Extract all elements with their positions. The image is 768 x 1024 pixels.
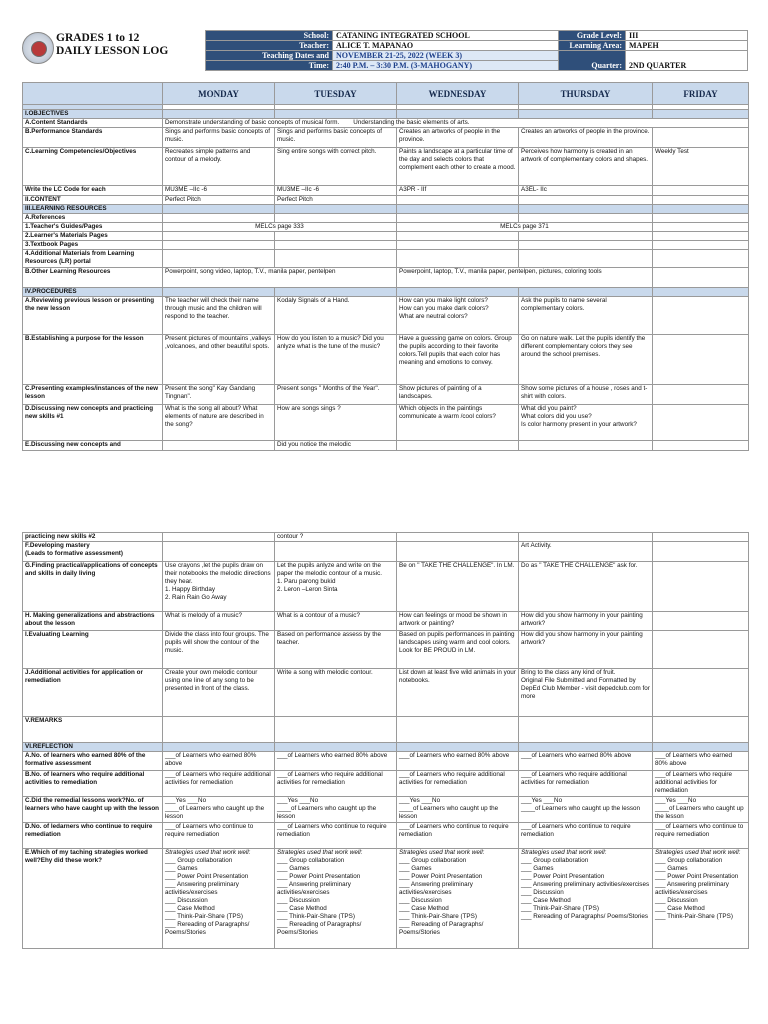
reflection-heading: VI.REFLECTION bbox=[23, 743, 163, 752]
time-value: 2:40 P.M. – 3:30 P.M. (3-MAHOGANY) bbox=[333, 61, 559, 71]
additional-tuesday: Write a song with melodic contour. bbox=[275, 669, 397, 717]
day-tuesday: TUESDAY bbox=[275, 83, 397, 105]
reflection-e-label: E.Which of my taching strategies worked well?Ehy did these work? bbox=[23, 849, 163, 949]
content-label: II.CONTENT bbox=[23, 196, 163, 205]
evaluating-thursday: How did you show harmony in your painting artwork? bbox=[519, 631, 653, 669]
discussing-2-tuesday-cont: contour ? bbox=[275, 533, 397, 542]
discussing-1-tuesday: How are songs sings ? bbox=[275, 405, 397, 441]
school-label: School: bbox=[206, 31, 333, 41]
other-wed-thu: Powerpoint, laptop, T.V., manila paper, pentelpen, pictures, coloring tools bbox=[397, 268, 653, 288]
reflection-d-label: D.No. of ledarners who continue to require remediation bbox=[23, 823, 163, 849]
reflection-e-tuesday bbox=[275, 849, 397, 949]
reflection-c-thursday: ___Yes ___No ____of Learners who caught up the lesson bbox=[519, 797, 653, 823]
reflection-c-friday: ___Yes ___No ____of Learners who caught up the lesson bbox=[653, 797, 749, 823]
reflection-d-tuesday: ___of Learners who continue to require remediation bbox=[275, 823, 397, 849]
teacher-label: Teacher: bbox=[206, 41, 333, 51]
reflection-c-monday: ___Yes ___No ____of Learners who caught up the lesson bbox=[163, 797, 275, 823]
reflection-d-wednesday: ___of Learners who continue to require remediation bbox=[397, 823, 519, 849]
other-mon-tue: Powerpoint, song video, laptop, T.V., manila paper, pentelpen bbox=[163, 268, 397, 288]
comp-friday: Weekly Test bbox=[653, 148, 749, 186]
review-tuesday: Kodaly Signals of a Hand. bbox=[275, 297, 397, 335]
day-friday: FRIDAY bbox=[653, 83, 749, 105]
lesson-log-page-1 bbox=[22, 82, 748, 451]
presenting-tuesday: Present songs " Months of the Year". bbox=[275, 385, 397, 405]
quarter-label: Quarter: bbox=[559, 51, 626, 71]
strategies-heading: Strategies used that work well: bbox=[165, 849, 251, 856]
review-wednesday: How can you make light colors? How can you make dark colors? What are neutral colors? bbox=[397, 297, 519, 335]
review-label: A.Reviewing previous lesson or presenting the new lesson bbox=[23, 297, 163, 335]
reflection-a-thursday: ___of Learners who earned 80% above bbox=[519, 752, 653, 771]
discussing-1-label: D.Discussing new concepts and practicing new skills #1 bbox=[23, 405, 163, 441]
purpose-label: B.Establishing a purpose for the lesson bbox=[23, 335, 163, 385]
teacher-value: ALICE T. MAPANAO bbox=[333, 41, 559, 51]
reflection-c-wednesday: ___Yes ___No ____of Learners who caught up the lesson bbox=[397, 797, 519, 823]
purpose-thursday: Go on nature walk. Let the pupils identify the different complementary colors they see around the school premises. bbox=[519, 335, 653, 385]
dates-value: NOVEMBER 21-25, 2022 (WEEK 3) bbox=[333, 51, 559, 61]
document-title: GRADES 1 to 12 DAILY LESSON LOG bbox=[56, 32, 169, 57]
content-standards-label: A.Content Standards bbox=[23, 119, 163, 128]
lc-monday: MU3ME –IIc -6 bbox=[163, 186, 275, 196]
purpose-monday: Present pictures of mountains ,valleys ,volcanoes, and other beautiful spots. bbox=[163, 335, 275, 385]
strategies-list: ___ Group collaboration ___ Games ___ Power Point Presentation ___ Answering preliminary activities/exercises ___ Discussion ___ Case Method ___ Think-Pair-Share (TPS) ___ Rereading of Paragraphs/ Poems/Stories bbox=[521, 857, 650, 920]
discussing-2-tuesday: Did you notice the melodic bbox=[275, 441, 397, 451]
strategies-list: ___ Group collaboration ___ Games ___ Power Point Presentation ___ Answering preliminary activities/exercises ___ Discussion ___ Case Method ___ Think-Pair-Share (TPS) ___ Rereading of Paragraphs/ Poems/Stories bbox=[277, 857, 362, 936]
textbook-pages-label: 3.Textbook Pages bbox=[23, 241, 163, 250]
evaluating-tuesday: Based on performance assess by the teacher. bbox=[275, 631, 397, 669]
generalization-wednesday: How can feelings or mood be shown in artwork or painting? bbox=[397, 612, 519, 631]
reflection-b-wednesday: ___of Learners who require additional activities for remediation bbox=[397, 771, 519, 797]
evaluating-wednesday: Based on pupils performances in painting landscapes using warm and cool colors. Look for BE PROUD in LM. bbox=[397, 631, 519, 669]
reflection-a-tuesday: ___of Learners who earned 80% above bbox=[275, 752, 397, 771]
perf-tuesday: Sings and performs basic concepts of music. bbox=[275, 128, 397, 148]
reflection-c-label: C.Did the remedial lessons work?No. of learners who have caught up with the lesson bbox=[23, 797, 163, 823]
dates-label: Teaching Dates and bbox=[206, 51, 333, 61]
remarks-label: V.REMARKS bbox=[23, 717, 163, 743]
generalization-monday: What is melody of a music? bbox=[163, 612, 275, 631]
strategies-heading: Strategies used that work well: bbox=[655, 849, 741, 856]
finding-tuesday: Let the pupils anlyze and write on the paper the melodic contour of a music. 1. Paru parong bukid 2. Leron –Leron Sinta bbox=[275, 562, 397, 612]
finding-monday: Use crayons ,let the pupils draw on their notebooks the melodic directions they hear. 1. Happy Birthday 2. Rain Rain Go Away bbox=[163, 562, 275, 612]
review-monday: The teacher will check their name through music and the children will respond to the teacher. bbox=[163, 297, 275, 335]
lc-wednesday: A3PR - IIf bbox=[397, 186, 519, 196]
discussing-1-monday: What is the song all about? What elements of nature are described in the song? bbox=[163, 405, 275, 441]
content-tuesday: Perfect Pitch bbox=[275, 196, 397, 205]
presenting-wednesday: Show pictures of painting of a landscapes. bbox=[397, 385, 519, 405]
strategies-list: ___ Group collaboration ___ Games ___ Power Point Presentation ___ Answering preliminary activities/exercises ___ Discussion ___ Case Method ___ Think-Pair-Share (TPS) ___ Rereading of Paragraphs/ Poems/Stories bbox=[165, 857, 250, 936]
comp-monday: Recreates simple patterns and contour of a melody. bbox=[163, 148, 275, 186]
perf-thursday: Creates an artworks of people in the province. bbox=[519, 128, 653, 148]
corner-cell bbox=[23, 83, 163, 105]
lesson-log-page-2 bbox=[22, 532, 748, 949]
additional-materials-label: 4.Additional Materials from Learning Resources (LR) portal bbox=[23, 250, 163, 268]
area-label: Learning Area: bbox=[559, 41, 626, 51]
generalization-label: H. Making generalizations and abstractions about the lesson bbox=[23, 612, 163, 631]
reflection-e-friday bbox=[653, 849, 749, 949]
reflection-d-friday: ___of Learners who continue to require remediation bbox=[653, 823, 749, 849]
reflection-c-tuesday: ___Yes ___No ____of Learners who caught up the lesson bbox=[275, 797, 397, 823]
comp-wednesday: Paints a landscape at a particular time of the day and selects colors that complement each other to create a mood. bbox=[397, 148, 519, 186]
discussing-2-label: E.Discussing new concepts and bbox=[23, 441, 163, 451]
comp-thursday: Perceives how harmony is created in an artwork of complementary colors and shapes. bbox=[519, 148, 653, 186]
references-label: A.References bbox=[23, 214, 163, 223]
finding-wednesday: Be on " TAKE THE CHALLENGE". In LM. bbox=[397, 562, 519, 612]
time-label: Time: bbox=[206, 61, 333, 71]
grade-label: Grade Level: bbox=[559, 31, 626, 41]
generalization-tuesday: What is a contour of a music? bbox=[275, 612, 397, 631]
reflection-e-wednesday bbox=[397, 849, 519, 949]
additional-thursday: Bring to the class any kind of fruit. Original File Submitted and Formatted by DepEd Club Member - visit depedclub.com for more bbox=[519, 669, 653, 717]
reflection-e-thursday bbox=[519, 849, 653, 949]
evaluating-monday: Divide the class into four groups. The pupils will show the contour of the music. bbox=[163, 631, 275, 669]
strategies-heading: Strategies used that work well: bbox=[521, 849, 607, 856]
reflection-a-friday: ___of Learners who earned 80% above bbox=[653, 752, 749, 771]
reflection-b-tuesday: ___of Learners who require additional activities for remediation bbox=[275, 771, 397, 797]
presenting-label: C.Presenting examples/instances of the new lesson bbox=[23, 385, 163, 405]
discussing-2-label-cont: practicing new skills #2 bbox=[23, 533, 163, 542]
presenting-monday: Present the song" Kay Gandang Tingnan". bbox=[163, 385, 275, 405]
content-monday: Perfect Pitch bbox=[163, 196, 275, 205]
lc-code-label: Write the LC Code for each bbox=[23, 186, 163, 196]
additional-activities-label: J.Additional activities for application or remediation bbox=[23, 669, 163, 717]
reflection-b-monday: ___of Learners who require additional activities for remediation bbox=[163, 771, 275, 797]
deped-seal-icon bbox=[22, 32, 54, 64]
reflection-a-monday: ___of Learners who earned 80% above bbox=[163, 752, 275, 771]
lesson-log-table-2 bbox=[22, 532, 749, 949]
learners-materials-label: 2.Learner's Materials Pages bbox=[23, 232, 163, 241]
area-value: MAPEH bbox=[626, 41, 748, 51]
header-info-table bbox=[205, 30, 748, 71]
tg-mon-tue: MELCs page 333 bbox=[163, 223, 397, 232]
grade-value: III bbox=[626, 31, 748, 41]
reflection-b-friday: ___of Learners who require additional activities for remediation bbox=[653, 771, 749, 797]
reflection-a-label: A.No. of learners who earned 80% of the formative assessment bbox=[23, 752, 163, 771]
discussing-1-thursday: What did you paint? What colors did you use? Is color harmony present in your artwork? bbox=[519, 405, 653, 441]
discussing-1-wednesday: Which objects in the paintings communicate a warm /cool colors? bbox=[397, 405, 519, 441]
content-standards-text: Demonstrate understanding of basic concepts of musical form. Understanding the basic elements of arts. bbox=[163, 119, 749, 128]
purpose-wednesday: Have a guessing game on colors. Group the pupils according to their favorite colors.Tell pupils that each color has meaning and emotions to convey. bbox=[397, 335, 519, 385]
other-resources-label: B.Other Learning Resources bbox=[23, 268, 163, 288]
quarter-value: 2ND QUARTER bbox=[626, 51, 748, 71]
strategies-list: ___ Group collaboration ___ Games ___ Power Point Presentation ___ Answering preliminary activities/exercises ___ Discussion ___ Case Method ___ Think-Pair-Share (TPS) ___ Rereading of Paragraphs/ Poems/Stories bbox=[399, 857, 484, 936]
procedures-heading: IV.PROCEDURES bbox=[23, 288, 163, 297]
competencies-label: C.Learning Competencies/Objectives bbox=[23, 148, 163, 186]
learning-resources-heading: III.LEARNING RESOURCES bbox=[23, 205, 163, 214]
strategies-heading: Strategies used that work well: bbox=[399, 849, 485, 856]
tg-wed-thu: MELCs page 371 bbox=[397, 223, 653, 232]
purpose-tuesday: How do you listen to a music? Did you anlyze what is the tune of the music? bbox=[275, 335, 397, 385]
review-thursday: Ask the pupils to name several complementary colors. bbox=[519, 297, 653, 335]
header bbox=[22, 30, 748, 74]
day-monday: MONDAY bbox=[163, 83, 275, 105]
presenting-thursday: Show some pictures of a house , roses and t-shirt with colors. bbox=[519, 385, 653, 405]
finding-thursday: Do as " TAKE THE CHALLENGE" ask for. bbox=[519, 562, 653, 612]
reflection-b-thursday: ___of Learners who require additional activities for remediation bbox=[519, 771, 653, 797]
additional-wednesday: List down at least five wild animals in your notebooks. bbox=[397, 669, 519, 717]
perf-wednesday: Creates an artworks of people in the province. bbox=[397, 128, 519, 148]
mastery-label: F.Developing mastery (Leads to formative assessment) bbox=[23, 542, 163, 562]
objectives-heading: I.OBJECTIVES bbox=[23, 110, 163, 119]
day-wednesday: WEDNESDAY bbox=[397, 83, 519, 105]
lc-thursday: A3EL- IIc bbox=[519, 186, 653, 196]
teachers-guide-label: 1.Teacher's Guides/Pages bbox=[23, 223, 163, 232]
generalization-thursday: How did you show harmony in your painting artwork? bbox=[519, 612, 653, 631]
strategies-list: ___ Group collaboration ___ Games ___ Power Point Presentation ___ Answering preliminary activities/exercises ___ Discussion ___ Case Method ___ Think-Pair-Share (TPS) bbox=[655, 857, 739, 920]
reflection-e-monday bbox=[163, 849, 275, 949]
finding-label: G.Finding practical/applications of concepts and skills in daily living bbox=[23, 562, 163, 612]
strategies-heading: Strategies used that work well: bbox=[277, 849, 363, 856]
additional-monday: Create your own melodic contour using one line of any song to be presented in front of the class. bbox=[163, 669, 275, 717]
reflection-a-wednesday: ___of Learners who earned 80% above bbox=[397, 752, 519, 771]
lesson-log-table-1 bbox=[22, 82, 749, 451]
reflection-b-label: B.No. of learners who require additional activities to remediation bbox=[23, 771, 163, 797]
reflection-d-monday: ___of Learners who continue to require remediation bbox=[163, 823, 275, 849]
reflection-d-thursday: ___of Learners who continue to require remediation bbox=[519, 823, 653, 849]
lc-tuesday: MU3ME –IIc -6 bbox=[275, 186, 397, 196]
school-value: CATANING INTEGRATED SCHOOL bbox=[333, 31, 559, 41]
comp-tuesday: Sing entire songs with correct pitch. bbox=[275, 148, 397, 186]
mastery-thursday: Art Activity. bbox=[519, 542, 653, 562]
day-thursday: THURSDAY bbox=[519, 83, 653, 105]
performance-standards-label: B.Performance Standards bbox=[23, 128, 163, 148]
perf-monday: Sings and performs basic concepts of music. bbox=[163, 128, 275, 148]
evaluating-label: I.Evaluating Learning bbox=[23, 631, 163, 669]
